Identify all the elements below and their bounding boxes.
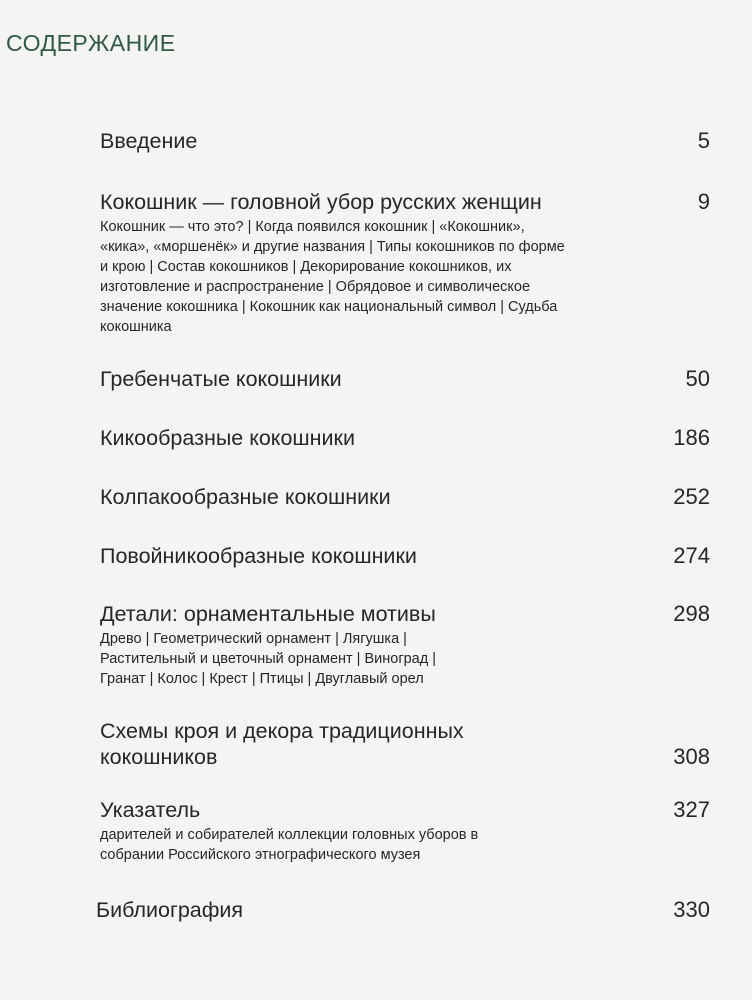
entry-page-number: 274: [673, 543, 710, 568]
toc-entry: [100, 718, 712, 770]
entry-page-number: 252: [673, 484, 710, 509]
toc-entry: [100, 128, 712, 154]
entry-page-number: 50: [685, 366, 710, 391]
entry-title: Введение: [100, 129, 198, 153]
entry-page-number: 330: [673, 897, 710, 922]
entry-page-number: 308: [673, 744, 710, 769]
toc-entry: [100, 425, 712, 451]
entry-page-number: 298: [673, 601, 710, 626]
entry-subtitle: дарителей и собирателей коллекции головных уборов в собрании Российского этнографического музея: [100, 827, 479, 863]
toc-entry: [100, 601, 712, 689]
entry-title: Колпакообразные кокошники: [100, 485, 391, 509]
toc-entry: [100, 797, 712, 865]
entry-page-number: 5: [697, 128, 710, 153]
entry-title: Схемы кроя и декора традиционных кокошников: [100, 719, 464, 769]
entry-page-number: 327: [673, 797, 710, 822]
entry-title: Гребенчатые кокошники: [100, 367, 342, 391]
entry-title: Кикообразные кокошники: [100, 426, 355, 450]
entry-page-number: 9: [697, 189, 710, 214]
toc-entry: [100, 543, 712, 569]
toc-heading: СОДЕРЖАНИЕ: [6, 30, 176, 56]
toc-entry: [96, 897, 712, 923]
toc-entry: [100, 484, 712, 510]
entry-title: Детали: орнаментальные мотивы: [100, 602, 436, 626]
entry-title: Библиография: [96, 898, 244, 922]
entry-title: Указатель: [100, 798, 201, 822]
toc-entry: [100, 189, 712, 337]
entry-subtitle: Древо | Геометрический орнамент | Лягушка | Растительный и цветочный орнамент | Виноград | Гранат | Колос | Крест | Птицы | Двуглавый орел: [100, 631, 436, 687]
toc-entry: [100, 366, 712, 392]
entry-subtitle: Кокошник — что это? | Когда появился кокошник | «Кокошник», «кика», «моршенёк» и другие названия | Типы кокошников по форме и крою | Состав кокошников | Декорирование кокошников, их изготовление и распространение | Обрядовое и символическое значение кокошника | Кокошник как национальный символ | Судьба кокошника: [100, 219, 565, 335]
entry-page-number: 186: [673, 425, 710, 450]
entry-title: Повойникообразные кокошники: [100, 544, 417, 568]
entry-title: Кокошник — головной убор русских женщин: [100, 190, 542, 214]
